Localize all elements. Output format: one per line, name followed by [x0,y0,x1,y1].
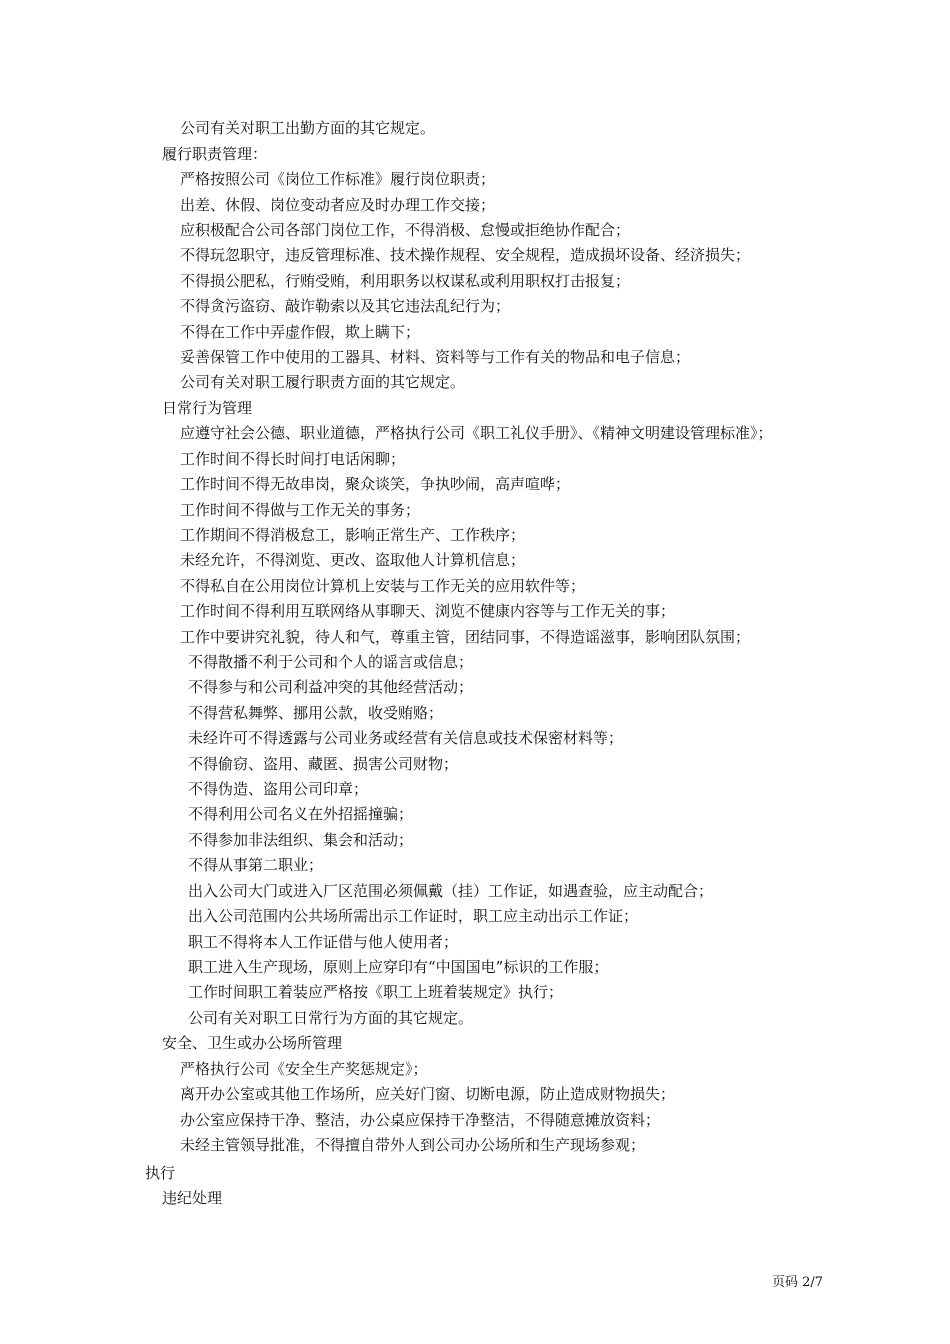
text-line: 职工进入生产现场，原则上应穿印有“中国国电”标识的工作服； [188,958,609,976]
section-heading: 安全、卫生或办公场所管理 [162,1034,343,1052]
text-line: 不得损公肥私，行贿受贿，利用职务以权谋私或利用职权打击报复； [180,272,631,290]
text-line: 职工不得将本人工作证借与他人使用者； [188,933,459,951]
text-line: 不得玩忽职守，违反管理标准、技术操作规程、安全规程，造成损坏设备、经济损失； [180,246,751,264]
text-line: 工作时间不得利用互联网络从事聊天、浏览不健康内容等与工作无关的事； [180,602,676,620]
chapter-heading: 执行 [145,1164,176,1182]
text-line: 公司有关对职工日常行为方面的其它规定。 [188,1009,474,1027]
text-line: 不得营私舞弊、挪用公款，收受贿赂； [188,704,444,722]
text-line: 不得从事第二职业； [188,856,324,874]
text-line: 不得贪污盗窃、敲诈勒索以及其它违法乱纪行为； [180,297,511,315]
text-line: 出入公司大门或进入厂区范围必须佩戴（挂）工作证，如遇查验，应主动配合； [188,882,714,900]
section-heading: 履行职责管理： [162,145,268,163]
text-line: 应遵守社会公德、职业道德，严格执行公司《职工礼仪手册》、《精神文明建设管理标准》； [180,424,773,442]
text-line: 不得散播不利于公司和个人的谣言或信息； [188,653,474,671]
text-line: 不得私自在公用岗位计算机上安装与工作无关的应用软件等； [180,577,586,595]
text-line: 不得利用公司名义在外招摇撞骗； [188,805,414,823]
text-line: 未经许可不得透露与公司业务或经营有关信息或技术保密材料等； [188,729,624,747]
section-heading: 日常行为管理 [162,399,253,417]
text-line: 严格按照公司《岗位工作标准》履行岗位职责； [180,170,496,188]
text-line: 应积极配合公司各部门岗位工作，不得消极、怠慢或拒绝协作配合； [180,221,631,239]
text-line: 出入公司范围内公共场所需出示工作证时，职工应主动出示工作证； [188,907,639,925]
text-line: 不得偷窃、盗用、藏匿、损害公司财物； [188,755,459,773]
text-line: 不得参与和公司利益冲突的其他经营活动； [188,678,474,696]
text-line: 工作时间不得做与工作无关的事务； [180,501,421,519]
text-line: 未经主管领导批准，不得擅自带外人到公司办公场所和生产现场参观； [180,1136,646,1154]
text-line: 办公室应保持干净、整洁，办公桌应保持干净整洁，不得随意摊放资料； [180,1111,661,1129]
text-line: 不得伪造、盗用公司印章； [188,780,369,798]
text-line: 出差、休假、岗位变动者应及时办理工作交接； [180,196,496,214]
text-line: 不得在工作中弄虚作假，欺上瞒下； [180,323,421,341]
text-line: 离开办公室或其他工作场所，应关好门窗、切断电源，防止造成财物损失； [180,1085,676,1103]
page-number: 页码 2/7 [772,1275,824,1290]
text-line: 公司有关对职工履行职责方面的其它规定。 [180,373,466,391]
text-line: 不得参加非法组织、集会和活动； [188,831,414,849]
text-line: 工作时间不得长时间打电话闲聊； [180,450,406,468]
text-line: 公司有关对职工出勤方面的其它规定。 [180,119,436,137]
text-line: 工作时间职工着装应严格按《职工上班着装规定》执行； [188,983,564,1001]
text-line: 工作中要讲究礼貌，待人和气，尊重主管，团结同事，不得造谣滋事，影响团队氛围； [180,628,751,646]
section-heading: 违纪处理 [162,1189,223,1207]
text-line: 工作时间不得无故串岗，聚众谈笑，争执吵闹，高声喧哗； [180,475,571,493]
text-line: 严格执行公司《安全生产奖惩规定》； [180,1060,428,1078]
text-line: 妥善保管工作中使用的工器具、材料、资料等与工作有关的物品和电子信息； [180,348,691,366]
text-line: 未经允许，不得浏览、更改、盗取他人计算机信息； [180,551,526,569]
text-line: 工作期间不得消极怠工，影响正常生产、工作秩序； [180,526,526,544]
